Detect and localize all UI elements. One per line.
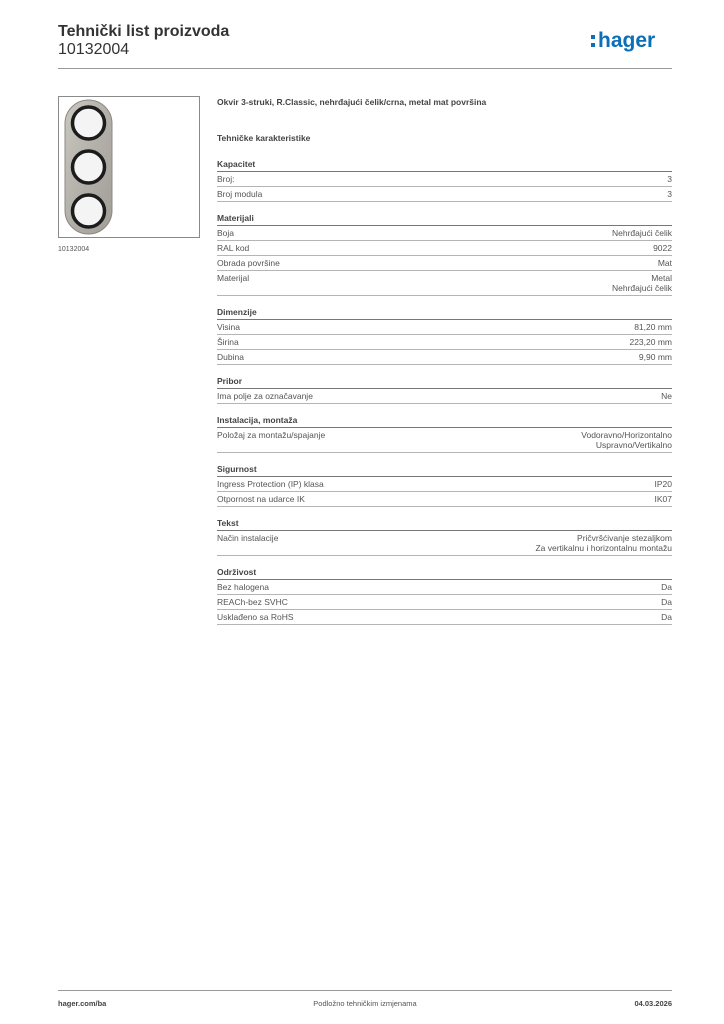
section-title: Održivost xyxy=(217,566,672,580)
spec-value-line: Uspravno/Vertikalno xyxy=(595,440,672,450)
spec-value xyxy=(661,582,672,592)
spec-value-line: 9022 xyxy=(653,243,672,253)
spec-label: Način instalacije xyxy=(217,533,279,543)
spec-row xyxy=(217,226,672,241)
spec-row xyxy=(217,610,672,625)
spec-value-line: IP20 xyxy=(654,479,672,489)
spec-label: Dubina xyxy=(217,352,244,362)
spec-row xyxy=(217,389,672,404)
spec-label: Otpornost na udarce IK xyxy=(217,494,305,504)
spec-label: Širina xyxy=(217,337,239,347)
spec-value-line: 3 xyxy=(667,189,672,199)
spec-row xyxy=(217,335,672,350)
section-title: Sigurnost xyxy=(217,463,672,477)
image-caption: 10132004 xyxy=(58,246,90,253)
spec-value-line: 223,20 mm xyxy=(629,337,672,347)
spec-value-line: 81,20 mm xyxy=(634,322,672,332)
socket-ring-3 xyxy=(73,195,105,227)
spec-label: Položaj za montažu/spajanje xyxy=(217,430,326,440)
spec-row xyxy=(217,187,672,202)
section-title: Kapacitet xyxy=(217,158,672,172)
spec-value xyxy=(634,322,672,332)
spec-row xyxy=(217,580,672,595)
spec-value-line: Nehrđajući čelik xyxy=(612,283,672,293)
section-title: Instalacija, montaža xyxy=(217,414,672,428)
spec-label: Boja xyxy=(217,228,235,238)
footer-notice: Podložno tehničkim izmjenama xyxy=(313,999,417,1008)
spec-label: Broj: xyxy=(217,174,235,184)
spec-value-line: Da xyxy=(661,597,672,607)
spec-value xyxy=(535,533,672,553)
spec-value-line: 9,90 mm xyxy=(638,352,672,362)
spec-value xyxy=(629,337,672,347)
spec-label: Usklađeno sa RoHS xyxy=(217,612,294,622)
section-title: Materijali xyxy=(217,212,672,226)
spec-label: Broj modula xyxy=(217,189,263,199)
spec-value-line: Vodoravno/Horizontalno xyxy=(581,430,672,440)
spec-value-line: Nehrđajući čelik xyxy=(612,228,672,238)
socket-ring-1 xyxy=(73,107,105,139)
socket-ring-2 xyxy=(73,151,105,183)
spec-section xyxy=(217,375,672,404)
spec-section xyxy=(217,517,672,556)
spec-section xyxy=(217,158,672,202)
spec-label: Ingress Protection (IP) klasa xyxy=(217,479,324,489)
spec-row xyxy=(217,477,672,492)
spec-row xyxy=(217,350,672,365)
footer-date: 04.03.2026 xyxy=(634,999,672,1008)
spec-row xyxy=(217,492,672,507)
spec-label: Ima polje za označavanje xyxy=(217,391,313,401)
spec-row xyxy=(217,531,672,556)
spec-value xyxy=(639,352,672,362)
spec-value-line: Da xyxy=(661,612,672,622)
spec-label: Materijal xyxy=(217,273,250,283)
page-footer xyxy=(58,990,672,1013)
section-title: Pribor xyxy=(217,375,672,389)
document-number: 10132004 xyxy=(58,41,130,58)
page-header xyxy=(58,20,672,69)
spec-row xyxy=(217,428,672,453)
spec-value-line: Metal xyxy=(651,273,672,283)
spec-label: RAL kod xyxy=(217,243,250,253)
spec-value xyxy=(661,597,672,607)
spec-value-line: Mat xyxy=(657,258,672,268)
spec-label: Obrada površine xyxy=(217,258,280,268)
spec-section xyxy=(217,212,672,296)
spec-row xyxy=(217,256,672,271)
spec-section xyxy=(217,566,672,625)
spec-label: Visina xyxy=(217,322,240,332)
spec-value xyxy=(655,479,673,489)
spec-content xyxy=(217,96,672,625)
spec-value-line: 3 xyxy=(667,174,672,184)
product-image xyxy=(58,96,200,238)
spec-section xyxy=(217,414,672,453)
spec-sections xyxy=(217,158,672,625)
spec-section xyxy=(217,306,672,365)
spec-value xyxy=(661,612,672,622)
spec-value xyxy=(581,430,672,450)
spec-value xyxy=(655,494,673,504)
document-title: Tehnički list proizvoda xyxy=(58,23,230,40)
spec-value-line: IK07 xyxy=(654,494,672,504)
section-title: Dimenzije xyxy=(217,306,672,320)
spec-row xyxy=(217,271,672,296)
specs-heading: Tehničke karakteristike xyxy=(217,133,311,143)
product-description: Okvir 3-struki, R.Classic, nehrđajući čelik/crna, metal mat površina xyxy=(217,97,487,107)
hager-logo xyxy=(590,26,672,56)
spec-label: Bez halogena xyxy=(217,582,269,592)
spec-row xyxy=(217,241,672,256)
spec-row xyxy=(217,320,672,335)
spec-value xyxy=(661,391,672,401)
spec-value xyxy=(667,189,672,199)
spec-value xyxy=(667,174,672,184)
spec-value-line: Pričvršćivanje stezaljkom xyxy=(577,533,672,543)
spec-value-line: Da xyxy=(661,582,672,592)
logo-text: hager xyxy=(598,29,656,52)
spec-row xyxy=(217,595,672,610)
spec-value xyxy=(612,228,672,238)
spec-section xyxy=(217,463,672,507)
spec-label: REACh-bez SVHC xyxy=(217,597,288,607)
spec-value-line: Ne xyxy=(661,391,672,401)
spec-value xyxy=(658,258,672,268)
spec-value-line: Za vertikalnu i horizontalnu montažu xyxy=(535,543,672,553)
spec-row xyxy=(217,172,672,187)
footer-website: hager.com/ba xyxy=(58,999,107,1008)
spec-value xyxy=(653,243,672,253)
spec-value xyxy=(612,273,672,293)
section-title: Tekst xyxy=(217,517,672,531)
